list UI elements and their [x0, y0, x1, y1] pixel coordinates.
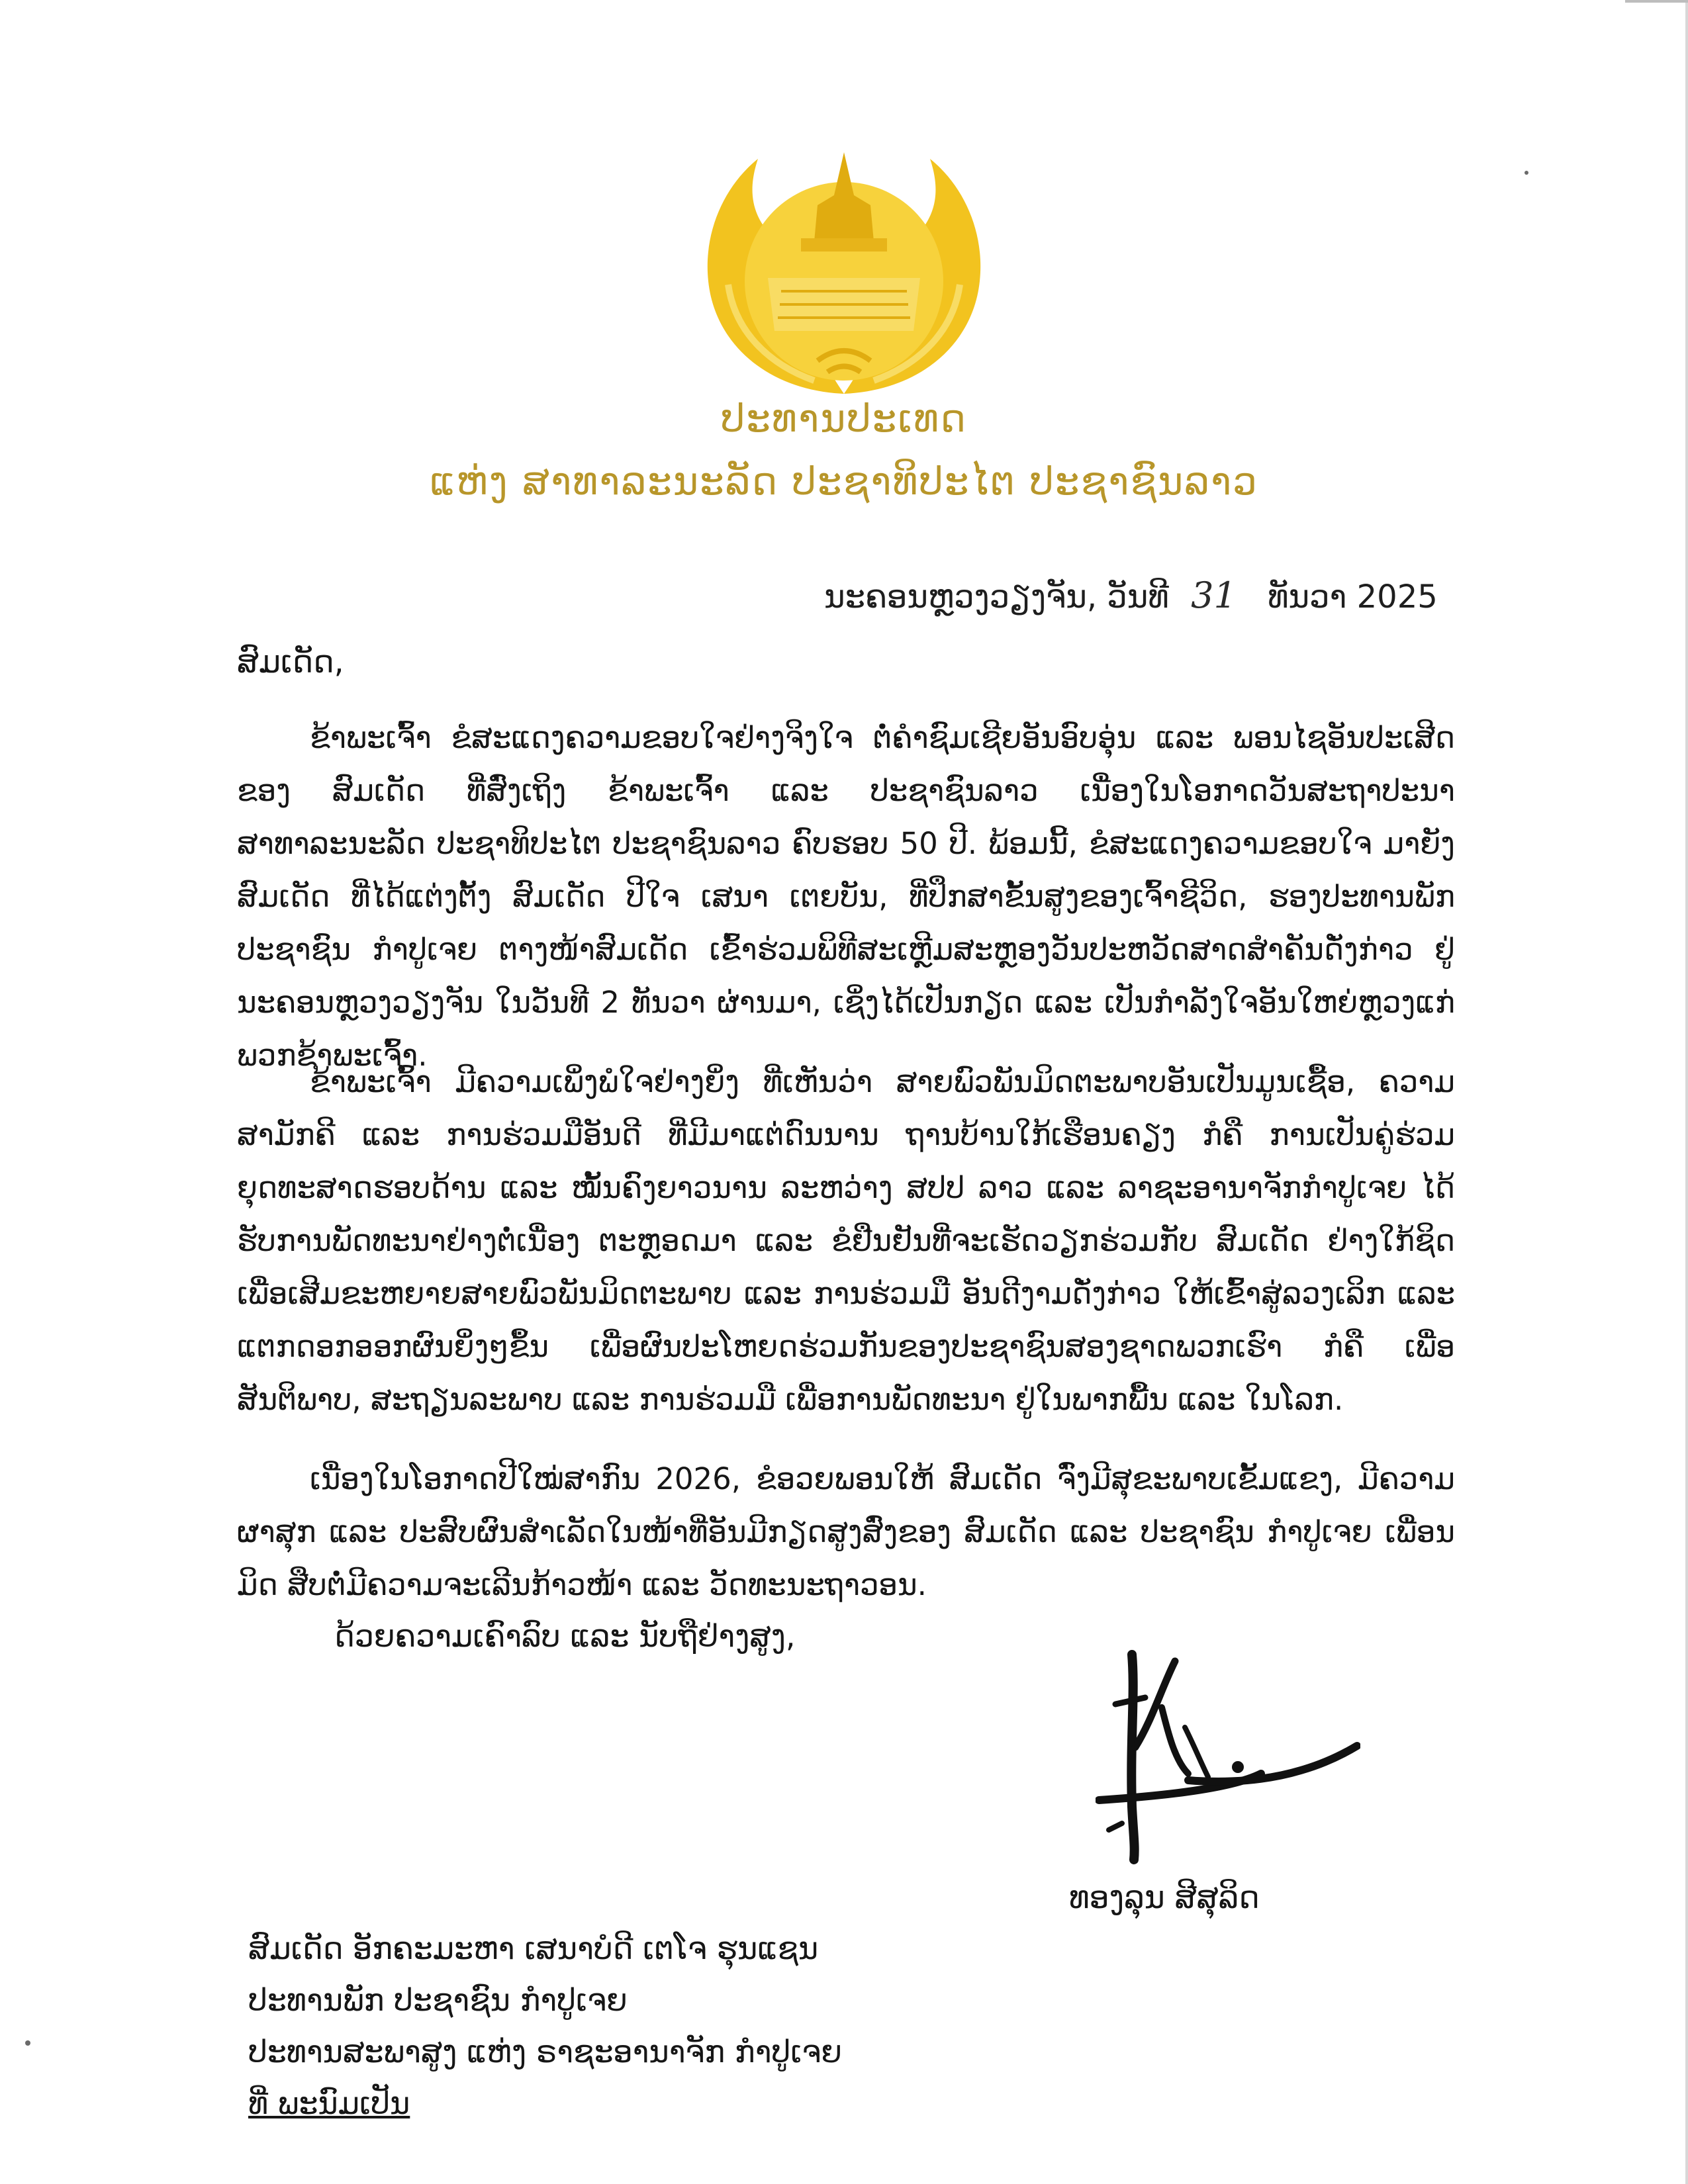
- scan-speck: [25, 2040, 30, 2046]
- dateline-place: ນະຄອນຫຼວງວຽງຈັນ, ວັນທີ: [824, 578, 1169, 615]
- salutation: ສົມເດັດ,: [237, 644, 344, 680]
- recipient-block: [248, 1923, 842, 2129]
- body-paragraph-1: ຂ້າພະເຈົ້າ ຂໍສະແດງຄວາມຂອບໃຈຢ່າງຈິງໃຈ ຕໍ່ຄໍາຊົມເຊີຍອັນອົບອຸ່ນ ແລະ ພອນໄຊອັນປະເສີດ ຂອງ ສົມເດັດ ທີ່ສົ່ງເຖິງ ຂ້າພະເຈົ້າ ແລະ ປະຊາຊົນລາວ ເນື່ອງໃນໂອກາດວັນສະຖາປະນາ ສາທາລະນະລັດ ປະຊາທິປະໄຕ ປະຊາຊົນລາວ ຄົບຮອບ 50 ປີ. ພ້ອມນີ້, ຂໍສະແດງຄວາມຂອບໃຈ ມາຍັງ ສົມເດັດ ທີ່ໄດ້ແຕ່ງຕັ້ງ ສົມເດັດ ປີໃຈ ເສນາ ເຕຍບັນ, ທີ່ປຶກສາຂັ້ນສູງຂອງເຈົ້າຊີວິດ, ຮອງປະທານພັກປະຊາຊົນ ກໍາປູເຈຍ ຕາງໜ້າສົມເດັດ ເຂົ້າຮ່ວມພິທີສະເຫຼີມສະຫຼອງວັນປະຫວັດສາດສໍາຄັນດັ່ງກ່າວ ຢູ່ ນະຄອນຫຼວງວຽງຈັນ ໃນວັນທີ 2 ທັນວາ ຜ່ານມາ, ເຊິ່ງໄດ້ເປັນກຽດ ແລະ ເປັນກໍາລັງໃຈອັນໃຫຍ່ຫຼວງແກ່ພວກຂ້າພະເຈົ້າ.: [237, 720, 1455, 1073]
- emblem-stupa-base: [801, 238, 887, 251]
- signature-dot: [1232, 1761, 1244, 1773]
- recipient-line-1: ສົມເດັດ ອັກຄະມະຫາ ເສນາບໍດີ ເຕໂຈ ຮຸນແຊນ: [248, 1931, 819, 1966]
- scan-speck: [1524, 171, 1528, 175]
- recipient-line-2: ປະທານພັກ ປະຊາຊົນ ກໍາປູເຈຍ: [248, 1982, 628, 2018]
- body-paragraph-2: ຂ້າພະເຈົ້າ ມີຄວາມເພິ່ງພໍໃຈຢ່າງຍິ່ງ ທີ່ເຫັນວ່າ ສາຍພົວພັນມິດຕະພາບອັນເປັນມູນເຊື້ອ, ຄວາມສາມັກຄີ ແລະ ການຮ່ວມມືອັນດີ ທີ່ມີມາແຕ່ດົນນານ ຖານບ້ານໃກ້ເຮືອນຄຽງ ກໍຄື ການເປັນຄູ່ຮ່ວມຍຸດທະສາດຮອບດ້ານ ແລະ ໝັ້ນຄົງຍາວນານ ລະຫວ່າງ ສປປ ລາວ ແລະ ລາຊະອານາຈັກກໍາປູເຈຍ ໄດ້ຮັບການພັດທະນາຢ່າງຕໍ່ເນື່ອງ ຕະຫຼອດມາ ແລະ ຂໍຢືນຢັນທີ່ຈະເຮັດວຽກຮ່ວມກັບ ສົມເດັດ ຢ່າງໃກ້ຊິດ ເພື່ອເສີມຂະຫຍາຍສາຍພົວພັນມິດຕະພາບ ແລະ ການຮ່ວມມື ອັນດີງາມດັ່ງກ່າວ ໃຫ້ເຂົ້າສູ່ລວງເລິກ ແລະ ແຕກດອກອອກຜົນຍິ່ງໆຂຶ້ນ ເພື່ອຜົນປະໂຫຍດຮ່ວມກັນຂອງປະຊາຊົນສອງຊາດພວກເຮົາ ກໍຄື ເພື່ອສັນຕິພາບ, ສະຖຽນລະພາບ ແລະ ການຮ່ວມມື ເພື່ອການພັດທະນາ ຢູ່ໃນພາກພື້ນ ແລະ ໃນໂລກ.: [237, 1064, 1455, 1417]
- letterhead-title: ປະທານປະເທດ: [721, 396, 967, 441]
- recipient-place: ທີ່ ພະນົມເປັນ: [248, 2085, 410, 2121]
- dateline-month-year: ທັນວາ 2025: [1268, 578, 1438, 615]
- closing-line: ດ້ວຍຄວາມເຄົາລົບ ແລະ ນັບຖືຢ່າງສູງ,: [334, 1618, 796, 1654]
- dateline: [824, 574, 1438, 616]
- letterhead-subtitle: ແຫ່ງ ສາທາລະນະລັດ ປະຊາທິປະໄຕ ປະຊາຊົນລາວ: [430, 459, 1258, 504]
- dateline-day: 31: [1191, 574, 1237, 616]
- signer-name: ທອງລຸນ ສີສຸລິດ: [1069, 1880, 1260, 1916]
- recipient-line-3: ປະທານສະພາສູງ ແຫ່ງ ຣາຊະອານາຈັກ ກໍາປູເຈຍ: [248, 2034, 843, 2070]
- national-emblem-icon: [688, 132, 1000, 404]
- page-edge-top: [1625, 0, 1688, 3]
- signature-image: [1096, 1648, 1360, 1866]
- page-edge: [1685, 0, 1688, 2184]
- body-paragraph-3: ເນື່ອງໃນໂອກາດປີໃໝ່ສາກົນ 2026, ຂໍອວຍພອນໃຫ້ ສົມເດັດ ຈົ່ງມີສຸຂະພາບເຂັ້ມແຂງ, ມີຄວາມຜາສຸກ ແລະ ປະສົບຜົນສໍາເລັດໃນໜ້າທີ່ອັນມີກຽດສູງສົ່ງຂອງ ສົມເດັດ ແລະ ປະຊາຊົນ ກໍາປູເຈຍ ເພື່ອນມິດ ສືບຕໍ່ມີຄວາມຈະເລີນກ້າວໜ້າ ແລະ ວັດທະນະຖາວອນ.: [237, 1461, 1455, 1602]
